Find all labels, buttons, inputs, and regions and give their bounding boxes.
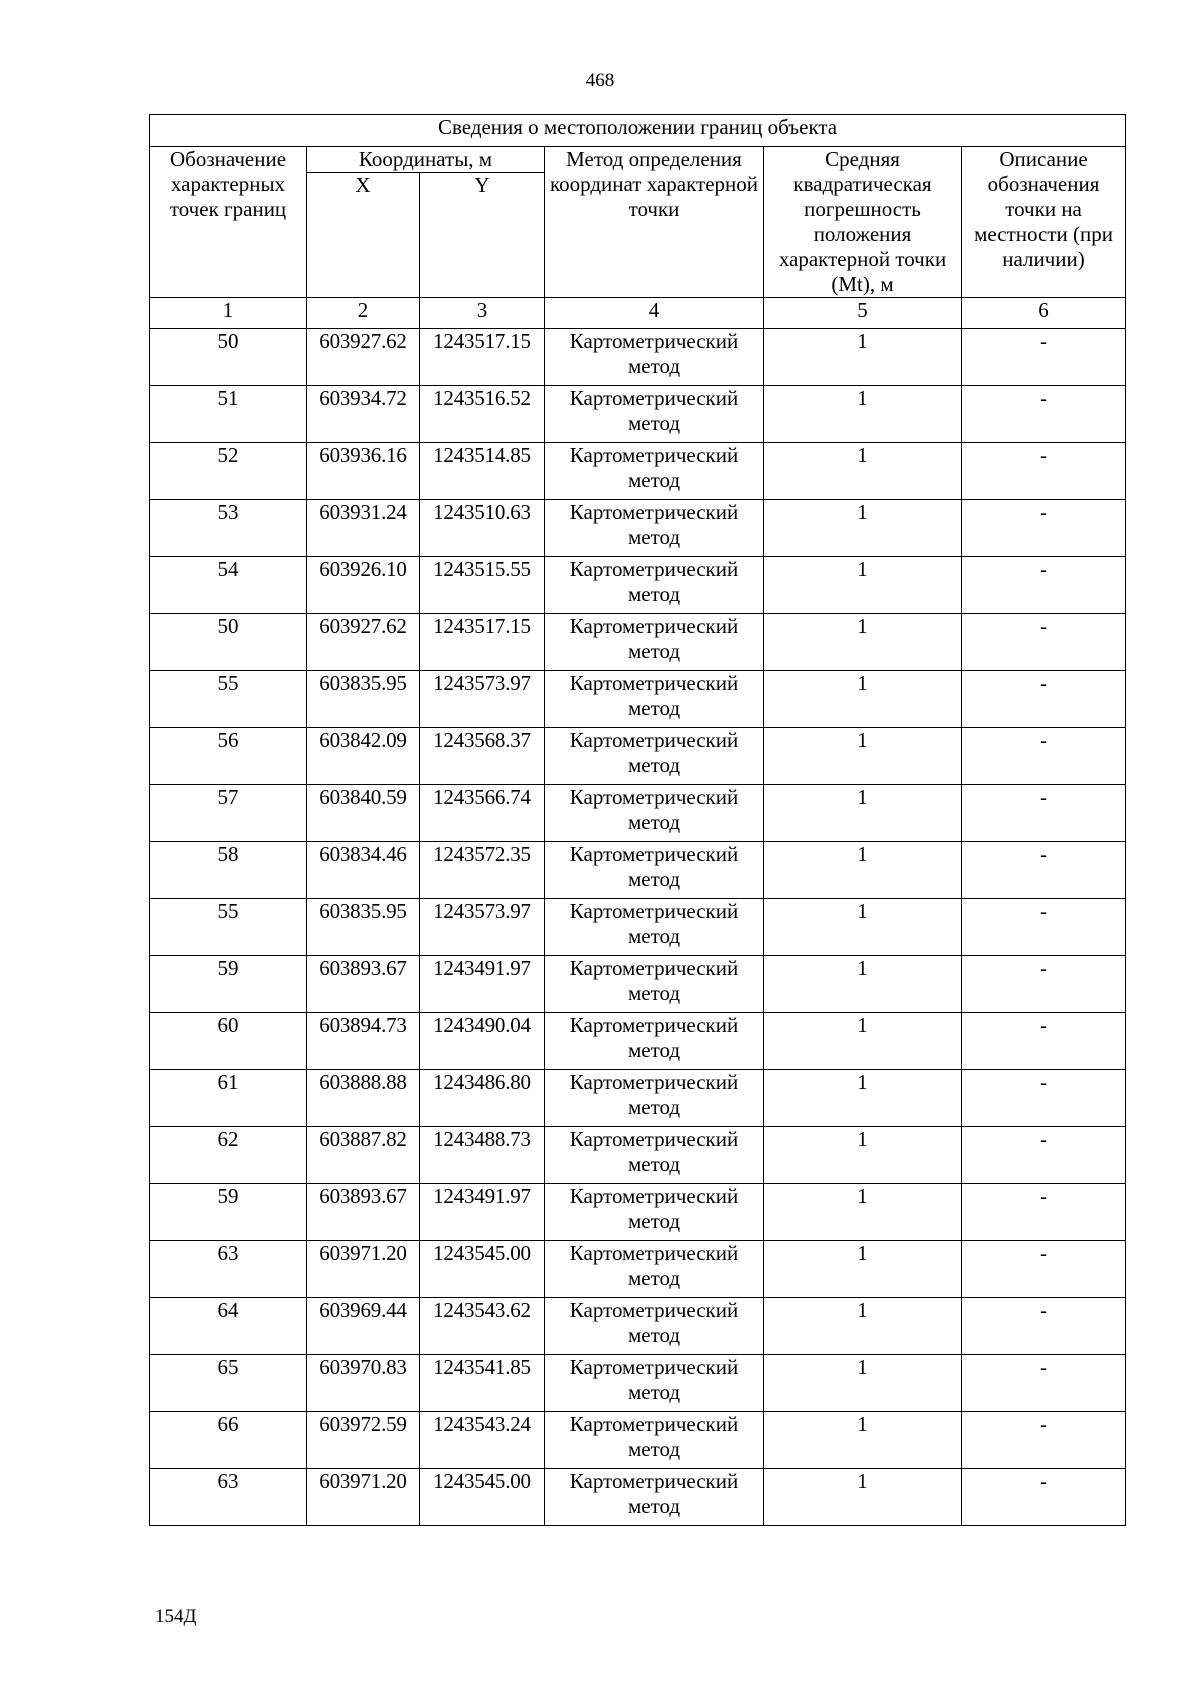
table-row (150, 1469, 1126, 1526)
description-cell: - (962, 1469, 1126, 1526)
y-coordinate-cell: 1243541.85 (420, 1355, 545, 1412)
y-coordinate-cell: 1243488.73 (420, 1127, 545, 1184)
method-cell: Картометрический метод (545, 1013, 764, 1070)
method-cell: Картометрический метод (545, 443, 764, 500)
mean-error-cell: 1 (764, 785, 962, 842)
description-cell: - (962, 1241, 1126, 1298)
description-cell: - (962, 785, 1126, 842)
x-coordinate-cell: 603835.95 (307, 899, 420, 956)
method-cell: Картометрический метод (545, 1070, 764, 1127)
column-number: 3 (420, 298, 545, 329)
description-cell: - (962, 1298, 1126, 1355)
x-coordinate-cell: 603971.20 (307, 1469, 420, 1526)
method-cell: Картометрический метод (545, 1469, 764, 1526)
y-coordinate-cell: 1243545.00 (420, 1469, 545, 1526)
mean-error-cell: 1 (764, 1127, 962, 1184)
column-number: 5 (764, 298, 962, 329)
header-x: X (307, 173, 420, 298)
method-cell: Картометрический метод (545, 785, 764, 842)
table-row (150, 1184, 1126, 1241)
x-coordinate-cell: 603931.24 (307, 500, 420, 557)
description-cell: - (962, 1412, 1126, 1469)
description-cell: - (962, 329, 1126, 386)
x-coordinate-cell: 603835.95 (307, 671, 420, 728)
mean-error-cell: 1 (764, 443, 962, 500)
y-coordinate-cell: 1243545.00 (420, 1241, 545, 1298)
x-coordinate-cell: 603893.67 (307, 956, 420, 1013)
mean-error-cell: 1 (764, 1013, 962, 1070)
point-designation-cell: 50 (150, 329, 307, 386)
description-cell: - (962, 1355, 1126, 1412)
method-cell: Картометрический метод (545, 329, 764, 386)
y-coordinate-cell: 1243515.55 (420, 557, 545, 614)
x-coordinate-cell: 603972.59 (307, 1412, 420, 1469)
mean-error-cell: 1 (764, 956, 962, 1013)
description-cell: - (962, 728, 1126, 785)
table-row (150, 329, 1126, 386)
mean-error-cell: 1 (764, 1070, 962, 1127)
x-coordinate-cell: 603971.20 (307, 1241, 420, 1298)
y-coordinate-cell: 1243486.80 (420, 1070, 545, 1127)
x-coordinate-cell: 603893.67 (307, 1184, 420, 1241)
method-cell: Картометрический метод (545, 1241, 764, 1298)
table-row (150, 899, 1126, 956)
description-cell: - (962, 500, 1126, 557)
method-cell: Картометрический метод (545, 1355, 764, 1412)
y-coordinate-cell: 1243514.85 (420, 443, 545, 500)
x-coordinate-cell: 603840.59 (307, 785, 420, 842)
method-cell: Картометрический метод (545, 557, 764, 614)
table-row (150, 443, 1126, 500)
table-row (150, 1070, 1126, 1127)
y-coordinate-cell: 1243573.97 (420, 671, 545, 728)
description-cell: - (962, 956, 1126, 1013)
method-cell: Картометрический метод (545, 1412, 764, 1469)
x-coordinate-cell: 603934.72 (307, 386, 420, 443)
description-cell: - (962, 443, 1126, 500)
point-designation-cell: 63 (150, 1469, 307, 1526)
mean-error-cell: 1 (764, 329, 962, 386)
method-cell: Картометрический метод (545, 614, 764, 671)
point-designation-cell: 63 (150, 1241, 307, 1298)
y-coordinate-cell: 1243543.24 (420, 1412, 545, 1469)
point-designation-cell: 53 (150, 500, 307, 557)
mean-error-cell: 1 (764, 899, 962, 956)
method-cell: Картометрический метод (545, 1298, 764, 1355)
point-designation-cell: 55 (150, 671, 307, 728)
method-cell: Картометрический метод (545, 728, 764, 785)
description-cell: - (962, 899, 1126, 956)
point-designation-cell: 58 (150, 842, 307, 899)
method-cell: Картометрический метод (545, 842, 764, 899)
mean-error-cell: 1 (764, 614, 962, 671)
method-cell: Картометрический метод (545, 386, 764, 443)
column-number: 6 (962, 298, 1126, 329)
table-row (150, 386, 1126, 443)
column-number: 1 (150, 298, 307, 329)
point-designation-cell: 64 (150, 1298, 307, 1355)
y-coordinate-cell: 1243510.63 (420, 500, 545, 557)
header-method: Метод определения координат характерной точки (545, 147, 764, 298)
y-coordinate-cell: 1243517.15 (420, 329, 545, 386)
method-cell: Картометрический метод (545, 899, 764, 956)
x-coordinate-cell: 603842.09 (307, 728, 420, 785)
description-cell: - (962, 842, 1126, 899)
description-cell: - (962, 1013, 1126, 1070)
description-cell: - (962, 671, 1126, 728)
method-cell: Картометрический метод (545, 956, 764, 1013)
description-cell: - (962, 557, 1126, 614)
column-number: 2 (307, 298, 420, 329)
method-cell: Картометрический метод (545, 1127, 764, 1184)
mean-error-cell: 1 (764, 842, 962, 899)
x-coordinate-cell: 603969.44 (307, 1298, 420, 1355)
x-coordinate-cell: 603927.62 (307, 614, 420, 671)
x-coordinate-cell: 603926.10 (307, 557, 420, 614)
header-description: Описание обозначения точки на местности (при наличии) (962, 147, 1126, 298)
x-coordinate-cell: 603927.62 (307, 329, 420, 386)
y-coordinate-cell: 1243516.52 (420, 386, 545, 443)
method-cell: Картометрический метод (545, 500, 764, 557)
description-cell: - (962, 1127, 1126, 1184)
y-coordinate-cell: 1243568.37 (420, 728, 545, 785)
point-designation-cell: 52 (150, 443, 307, 500)
column-number: 4 (545, 298, 764, 329)
description-cell: - (962, 1184, 1126, 1241)
x-coordinate-cell: 603894.73 (307, 1013, 420, 1070)
y-coordinate-cell: 1243490.04 (420, 1013, 545, 1070)
table-caption: Сведения о местоположении границ объекта (150, 115, 1126, 147)
footer-code: 154Д (155, 1606, 197, 1627)
point-designation-cell: 59 (150, 1184, 307, 1241)
y-coordinate-cell: 1243517.15 (420, 614, 545, 671)
boundary-coordinates-table (149, 114, 1126, 1526)
point-designation-cell: 54 (150, 557, 307, 614)
mean-error-cell: 1 (764, 671, 962, 728)
table-row (150, 728, 1126, 785)
x-coordinate-cell: 603834.46 (307, 842, 420, 899)
point-designation-cell: 65 (150, 1355, 307, 1412)
point-designation-cell: 56 (150, 728, 307, 785)
header-point-designation: Обозначение характерных точек границ (150, 147, 307, 298)
mean-error-cell: 1 (764, 1184, 962, 1241)
column-numbers-row (150, 298, 1126, 329)
table-row (150, 671, 1126, 728)
point-designation-cell: 66 (150, 1412, 307, 1469)
mean-error-cell: 1 (764, 1469, 962, 1526)
point-designation-cell: 50 (150, 614, 307, 671)
mean-error-cell: 1 (764, 1355, 962, 1412)
table-row (150, 1127, 1126, 1184)
table-row (150, 614, 1126, 671)
table-row (150, 785, 1126, 842)
description-cell: - (962, 1070, 1126, 1127)
table-row (150, 1298, 1126, 1355)
table-row (150, 842, 1126, 899)
x-coordinate-cell: 603970.83 (307, 1355, 420, 1412)
table-row (150, 557, 1126, 614)
method-cell: Картометрический метод (545, 1184, 764, 1241)
point-designation-cell: 59 (150, 956, 307, 1013)
point-designation-cell: 51 (150, 386, 307, 443)
point-designation-cell: 61 (150, 1070, 307, 1127)
y-coordinate-cell: 1243491.97 (420, 956, 545, 1013)
y-coordinate-cell: 1243566.74 (420, 785, 545, 842)
y-coordinate-cell: 1243573.97 (420, 899, 545, 956)
description-cell: - (962, 386, 1126, 443)
mean-error-cell: 1 (764, 557, 962, 614)
x-coordinate-cell: 603936.16 (307, 443, 420, 500)
table-row (150, 956, 1126, 1013)
x-coordinate-cell: 603887.82 (307, 1127, 420, 1184)
point-designation-cell: 57 (150, 785, 307, 842)
header-mean-error: Средняя квадратическая погрешность положения характерной точки (Mt), м (764, 147, 962, 298)
method-cell: Картометрический метод (545, 671, 764, 728)
mean-error-cell: 1 (764, 728, 962, 785)
mean-error-cell: 1 (764, 1298, 962, 1355)
y-coordinate-cell: 1243572.35 (420, 842, 545, 899)
table-row (150, 1355, 1126, 1412)
mean-error-cell: 1 (764, 1412, 962, 1469)
table-row (150, 1013, 1126, 1070)
header-coordinates: Координаты, м (307, 147, 545, 173)
y-coordinate-cell: 1243491.97 (420, 1184, 545, 1241)
description-cell: - (962, 614, 1126, 671)
header-y: Y (420, 173, 545, 298)
table-row (150, 500, 1126, 557)
mean-error-cell: 1 (764, 1241, 962, 1298)
point-designation-cell: 55 (150, 899, 307, 956)
table-row (150, 1412, 1126, 1469)
point-designation-cell: 60 (150, 1013, 307, 1070)
mean-error-cell: 1 (764, 386, 962, 443)
mean-error-cell: 1 (764, 500, 962, 557)
point-designation-cell: 62 (150, 1127, 307, 1184)
x-coordinate-cell: 603888.88 (307, 1070, 420, 1127)
y-coordinate-cell: 1243543.62 (420, 1298, 545, 1355)
table-row (150, 1241, 1126, 1298)
page-number: 468 (585, 70, 615, 91)
